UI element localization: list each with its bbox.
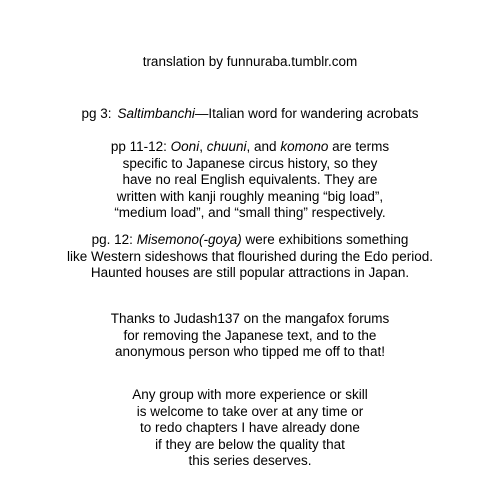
italic-term: chuuni [206, 139, 247, 154]
thanks-line: Thanks to Judash137 on the mangafox forums [110, 311, 390, 326]
translation-credit [0, 54, 500, 71]
italic-term: komono [280, 139, 329, 154]
thanks-paragraph [0, 311, 500, 361]
recruit-line: Any group with more experience or skill [132, 387, 368, 402]
page-reference: pg 3: [81, 106, 112, 121]
credit-text: translation by funnuraba.tumblr.com [142, 54, 358, 69]
note-line: have no real English equivalents. They are [122, 172, 378, 188]
note-line [0, 139, 500, 156]
note-text: are terms [332, 139, 390, 154]
note-line: written with kanji roughly meaning “big load”, [116, 188, 384, 204]
thanks-line: for removing the Japanese text, and to the [123, 327, 377, 343]
note-saltimbanchi [0, 106, 500, 123]
recruit-line: to redo chapters I have already done [140, 420, 360, 436]
recruit-line: if they are below the quality that [155, 436, 345, 452]
note-line: like Western sideshows that flourished during the Edo period. [67, 248, 433, 264]
recruit-line: this series deserves. [188, 453, 312, 469]
note-definition: —Italian word for wandering acrobats [194, 106, 419, 121]
italic-term: Misemono(-goya) [136, 232, 242, 247]
note-ooni-chuuni-komono [0, 139, 500, 222]
note-line: Haunted houses are still popular attractions in Japan. [90, 265, 410, 281]
thanks-line: anonymous person who tipped me off to that! [115, 344, 385, 360]
note-text: were exhibitions something [245, 232, 409, 247]
note-line [0, 106, 500, 123]
note-line [0, 232, 500, 249]
page-reference: pp 11-12: [110, 139, 167, 154]
italic-term: Saltimbanchi [117, 106, 195, 121]
recruit-line: is welcome to take over at any time or [136, 403, 364, 419]
italic-term: Ooni [170, 139, 200, 154]
note-line: specific to Japanese circus history, so they [122, 155, 378, 171]
recruitment-paragraph [0, 387, 500, 470]
separator: , [199, 139, 203, 154]
page-reference: pg. 12: [91, 232, 133, 247]
note-line: “medium load”, and “small thing” respectively. [114, 205, 386, 221]
separator: , and [246, 139, 277, 154]
note-misemono [0, 232, 500, 282]
